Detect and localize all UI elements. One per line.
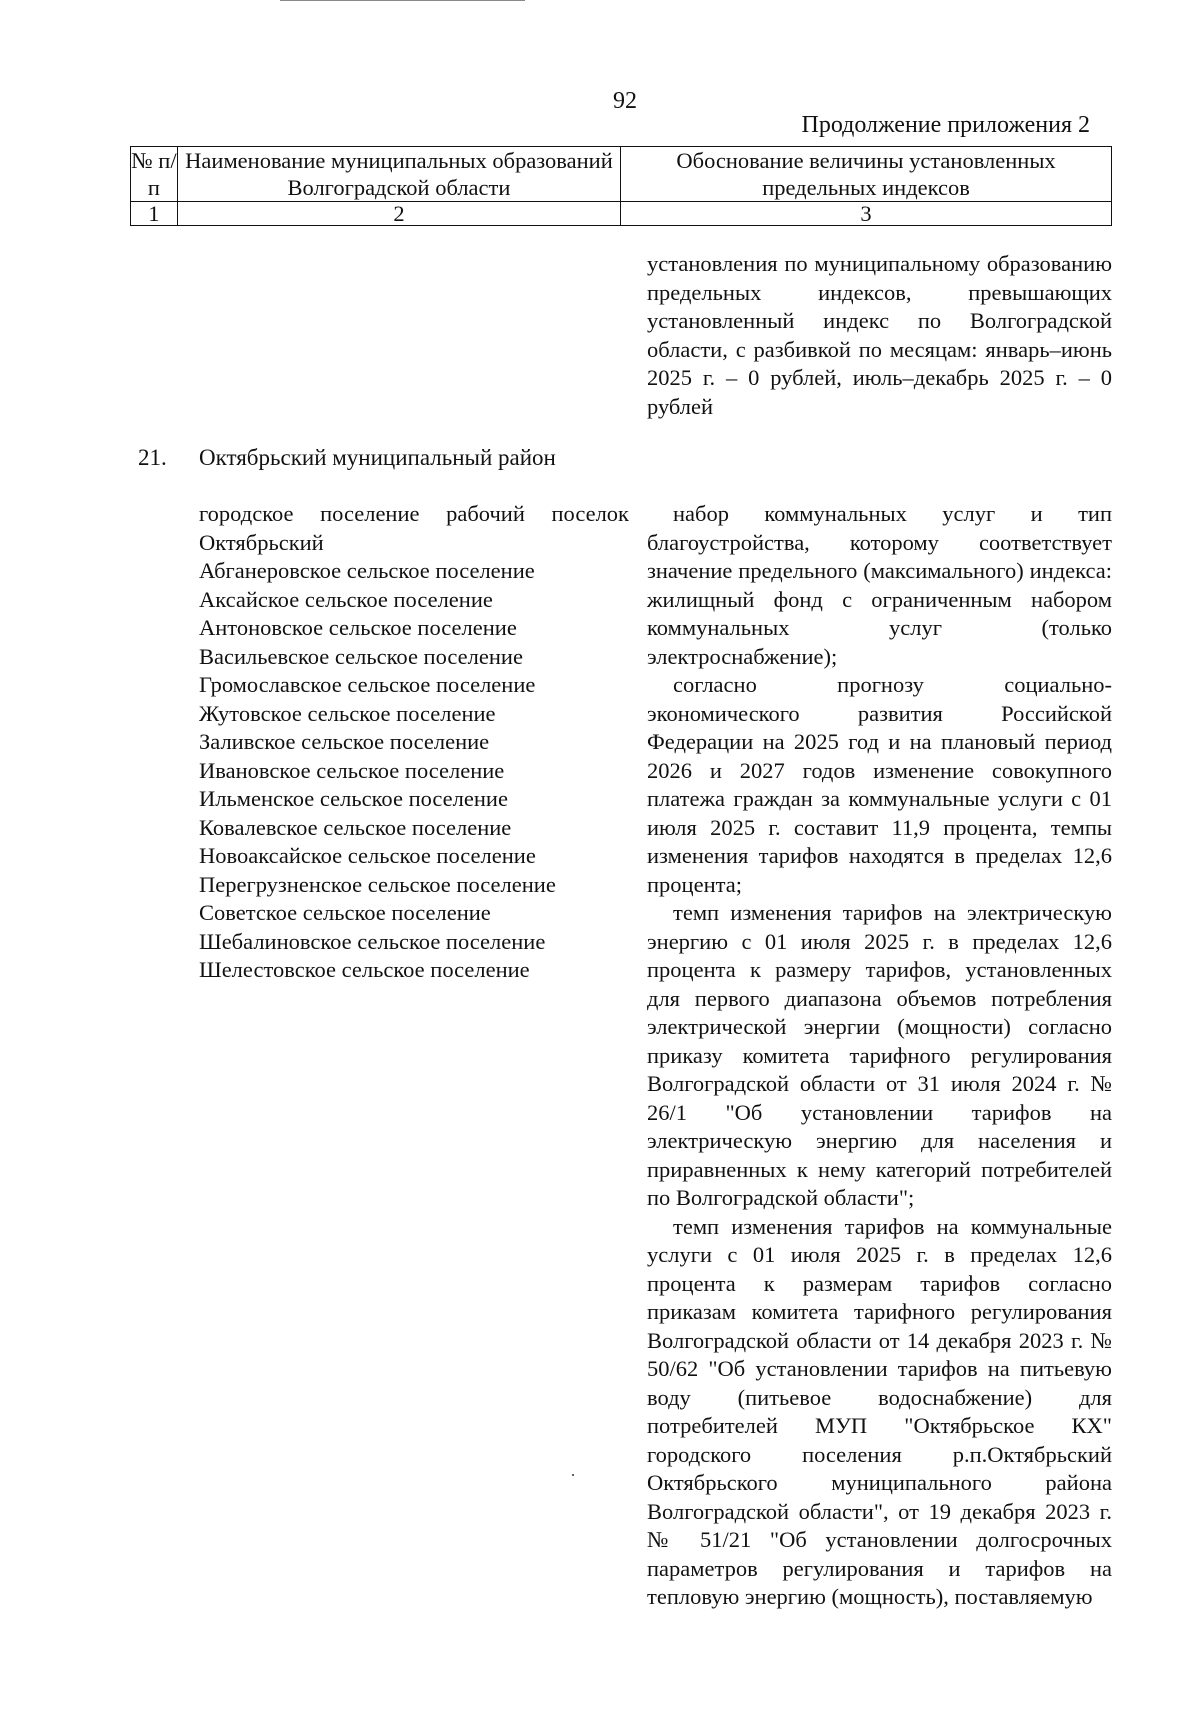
header-col-justification: Обоснование величины установленных предельных индексов xyxy=(621,147,1112,202)
justification-paragraph: темп изменения тарифов на коммунальные услуги с 01 июля 2025 г. в пределах 12,6 процента к размерам тарифов согласно приказам комитета тарифного регулирования Волгоградской области от 14 декабря 2023 г. № 50/62 "Об установлении тарифов на питьевую воду (питьевое водоснабжение) для потребителей МУП "Октябрьское КХ" городского поселения р.п.Октябрьский Октябрьского муниципального района Волгоградской области", от 19 декабря 2023 г. № 51/21 "Об установлении долгосрочных параметров регулирования и тарифов на тепловую энергию (мощность), поставляемую xyxy=(647,1213,1112,1609)
settlement-item: Антоновское сельское поселение xyxy=(199,615,517,640)
settlement-item: Заливское сельское поселение xyxy=(199,729,490,754)
scan-edge-line xyxy=(280,0,525,1)
page-number: 92 xyxy=(613,88,637,114)
settlement-item: Шелестовское сельское поселение xyxy=(199,957,530,982)
settlement-item: городское поселение рабочий поселок Октябрьский xyxy=(199,501,629,555)
justification-text xyxy=(647,500,1112,1612)
continued-justification xyxy=(647,250,1112,421)
justification-paragraph: набор коммунальных услуг и тип благоустройства, которому соответствует значение предельного (максимального) индекса: жилищный фонд с ограниченным набором коммунальных услуг (только электроснабжение); xyxy=(647,501,1112,669)
header-col-number: № п/п xyxy=(131,148,177,200)
settlement-item: Ивановское сельское поселение xyxy=(199,757,505,783)
settlement-item: Громославское сельское поселение xyxy=(199,672,536,697)
justification-paragraph: согласно прогнозу социально-экономического развития Российской Федерации на 2025 год и на плановый период 2026 и 2027 годов изменение совокупного платежа граждан за коммунальные услуги с 01 июля 2025 г. составит 11,9 процента, темпы изменения тарифов находятся в пределах 12,6 процента; xyxy=(647,672,1112,897)
continuation-label: Продолжение приложения 2 xyxy=(801,112,1090,138)
settlement-item: Ковалевское сельское поселение xyxy=(199,814,512,840)
district-name: Октябрьский муниципальный район xyxy=(199,445,556,470)
table-column-numbers-row xyxy=(131,202,1112,226)
column-number-1: 1 xyxy=(131,202,178,226)
justification-paragraph: темп изменения тарифов на электрическую энергию с 01 июля 2025 г. в пределах 12,6 процента к размеру тарифов, установленных для первого диапазона объемов потребления электрической энергии (мощности) согласно приказу комитета тарифного регулирования Волгоградской области от 31 июля 2024 г. № 26/1 "Об установлении тарифов на электрическую энергию для населения и приравненных к нему категорий потребителей по Волгоградской области"; xyxy=(647,900,1112,1210)
continued-paragraph: установления по муниципальному образованию предельных индексов, превышающих установленный индекс по Волгоградской области, с разбивкой по месяцам: январь–июнь 2025 г. – 0 рублей, июль–декабрь 2025 г. – 0 рублей xyxy=(647,251,1112,419)
settlement-item: Шебалиновское сельское поселение xyxy=(199,928,546,954)
settlement-item: Перегрузненское сельское поселение xyxy=(199,871,556,897)
header-col-municipality: Наименование муниципальных образований Волгоградской области xyxy=(177,147,620,202)
settlement-list xyxy=(199,500,629,985)
settlement-item: Ильменское сельское поселение xyxy=(199,786,508,811)
column-number-3: 3 xyxy=(621,202,1112,226)
settlement-item: Аксайское сельское поселение xyxy=(199,586,493,612)
table-header xyxy=(130,146,1112,226)
row-number: 21. xyxy=(138,445,167,470)
settlement-item: Советское сельское поселение xyxy=(199,900,491,925)
settlement-item: Новоаксайское сельское поселение xyxy=(199,843,536,868)
settlement-item: Абганеровское сельское поселение xyxy=(199,558,535,583)
table-header-row xyxy=(131,147,1112,202)
settlement-item: Жутовское сельское поселение xyxy=(199,700,496,726)
scan-speck xyxy=(572,1474,574,1476)
column-number-2: 2 xyxy=(177,202,620,226)
settlement-item: Васильевское сельское поселение xyxy=(199,643,523,669)
